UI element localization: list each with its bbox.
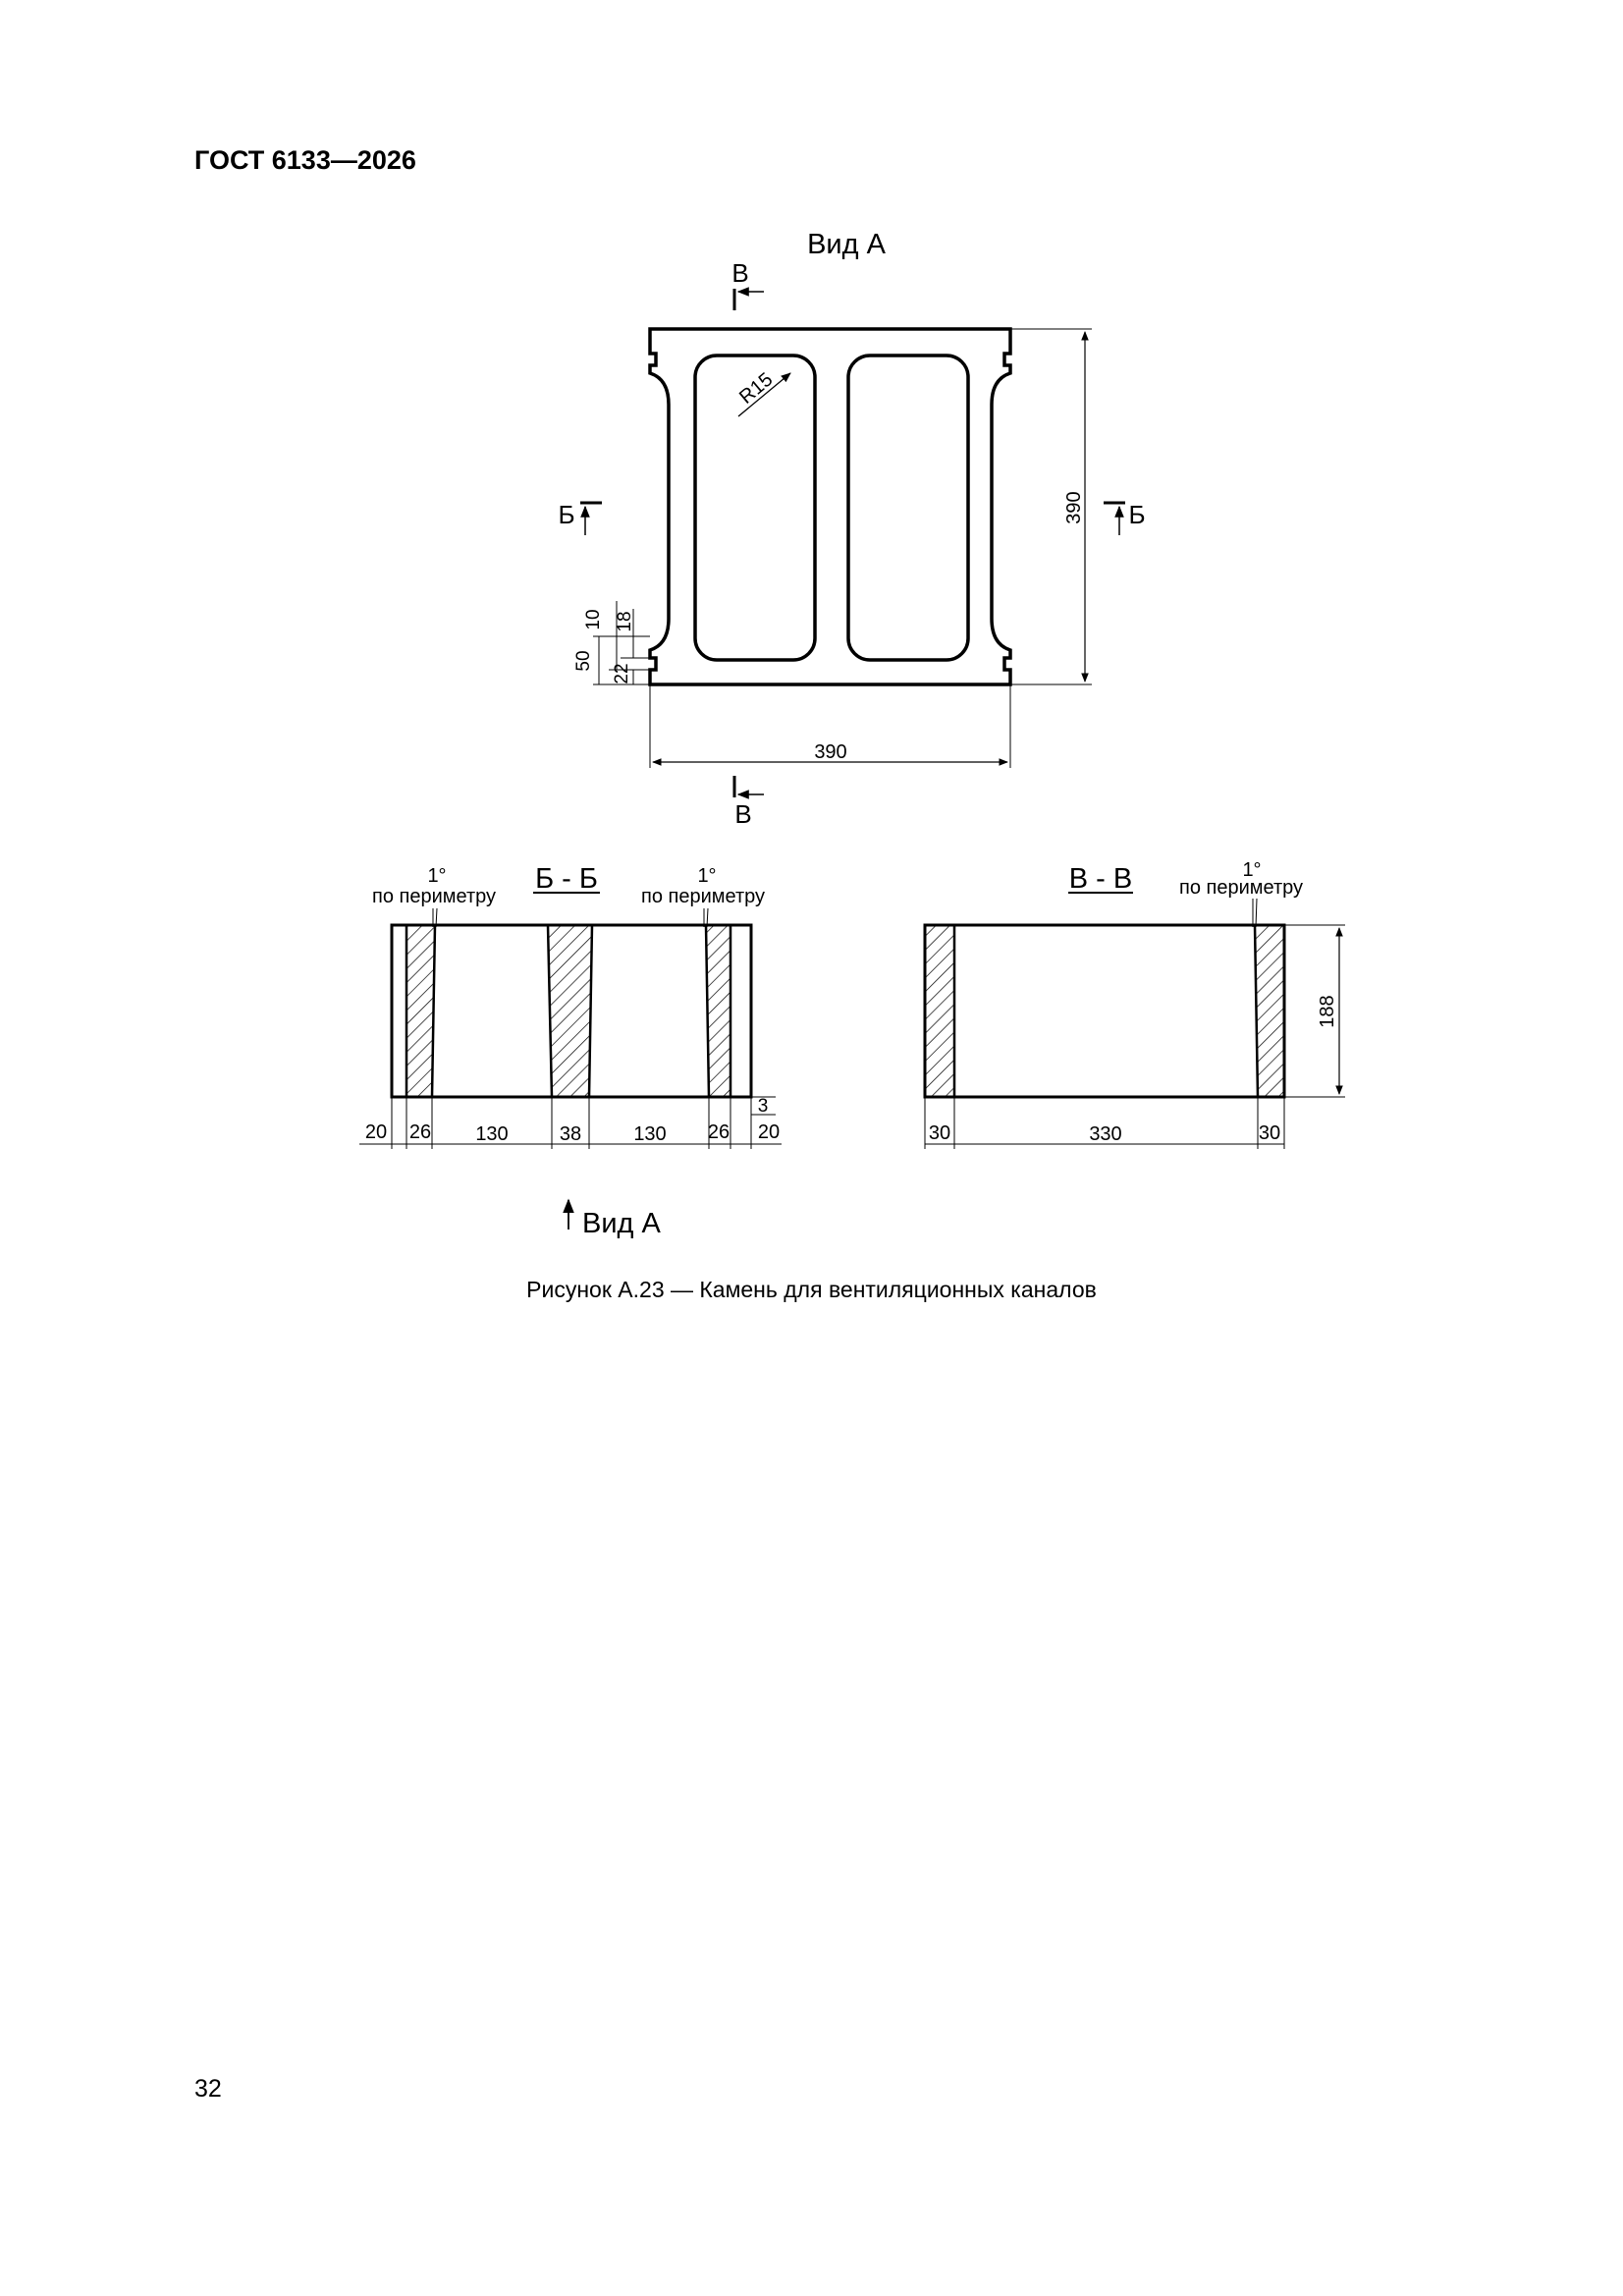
groove-dimensions — [573, 601, 650, 684]
section-vv-dim-30-right: 30 — [1258, 1122, 1281, 1144]
section-bb-dim-3: 3 — [757, 1096, 769, 1117]
section-bb-wall-middle — [548, 925, 592, 1097]
section-bb-angle-left: 1° — [427, 865, 447, 887]
dim-22: 22 — [612, 663, 632, 684]
section-bb-dim-26-right: 26 — [707, 1121, 730, 1143]
section-b-label-left: Б — [558, 500, 575, 529]
section-bb-dim-26-left: 26 — [408, 1121, 432, 1143]
section-vv-outline — [925, 925, 1284, 1097]
section-vv-title: В - В — [1068, 863, 1133, 895]
section-v-marker-top — [731, 258, 764, 310]
section-bb-angle-note-left: по периметру — [371, 886, 497, 907]
channel-right — [848, 355, 968, 660]
section-bb-title: Б - Б — [535, 863, 598, 895]
page-number: 32 — [194, 2075, 222, 2103]
section-bb-wall-left — [406, 925, 435, 1097]
section-bb-dim-20-left: 20 — [364, 1121, 388, 1143]
plan-view-title: Вид А — [807, 229, 886, 260]
section-vv-dim-30-left: 30 — [928, 1122, 951, 1144]
section-vv-angle: 1° — [1242, 859, 1262, 881]
plan-view — [558, 229, 1145, 829]
dim-50: 50 — [573, 650, 594, 672]
section-vv-dim-188: 188 — [1317, 995, 1338, 1028]
section-bb-wall-right — [706, 925, 730, 1097]
section-bb-angle-right: 1° — [697, 865, 717, 887]
view-a-arrow-label: Вид А — [582, 1208, 661, 1239]
dim-18: 18 — [615, 611, 635, 632]
section-bb-angle-note-right: по периметру — [640, 886, 766, 907]
section-b-marker-left — [558, 500, 602, 535]
block-outline — [650, 329, 1010, 684]
dim-width-390: 390 — [814, 741, 847, 763]
radius-label: R15 — [735, 368, 778, 409]
standard-header: ГОСТ 6133—2026 — [194, 145, 416, 175]
section-bb-dim-130-left: 130 — [475, 1123, 509, 1145]
dim-10: 10 — [583, 609, 604, 630]
dim-height-390: 390 — [1063, 491, 1085, 524]
section-bb-dim-130-right: 130 — [633, 1123, 667, 1145]
section-v-label-top: В — [731, 258, 749, 288]
section-b-label-right: Б — [1128, 500, 1146, 529]
section-vv-angle-note: по периметру — [1178, 877, 1304, 899]
section-bb-dim-38: 38 — [559, 1123, 582, 1145]
section-vv-wall-left — [925, 925, 954, 1097]
section-vv-wall-right — [1255, 925, 1284, 1097]
section-v-label-bottom: В — [734, 799, 752, 829]
section-vv-dim-330: 330 — [1089, 1123, 1122, 1145]
section-v-marker-bottom — [734, 776, 764, 829]
section-bb-dim-20-right: 20 — [757, 1121, 781, 1143]
figure-caption: Рисунок А.23 — Камень для вентиляционных каналов — [526, 1277, 1097, 1302]
section-b-marker-right — [1104, 500, 1146, 535]
section-vv — [925, 859, 1345, 1149]
section-bb — [359, 863, 782, 1239]
